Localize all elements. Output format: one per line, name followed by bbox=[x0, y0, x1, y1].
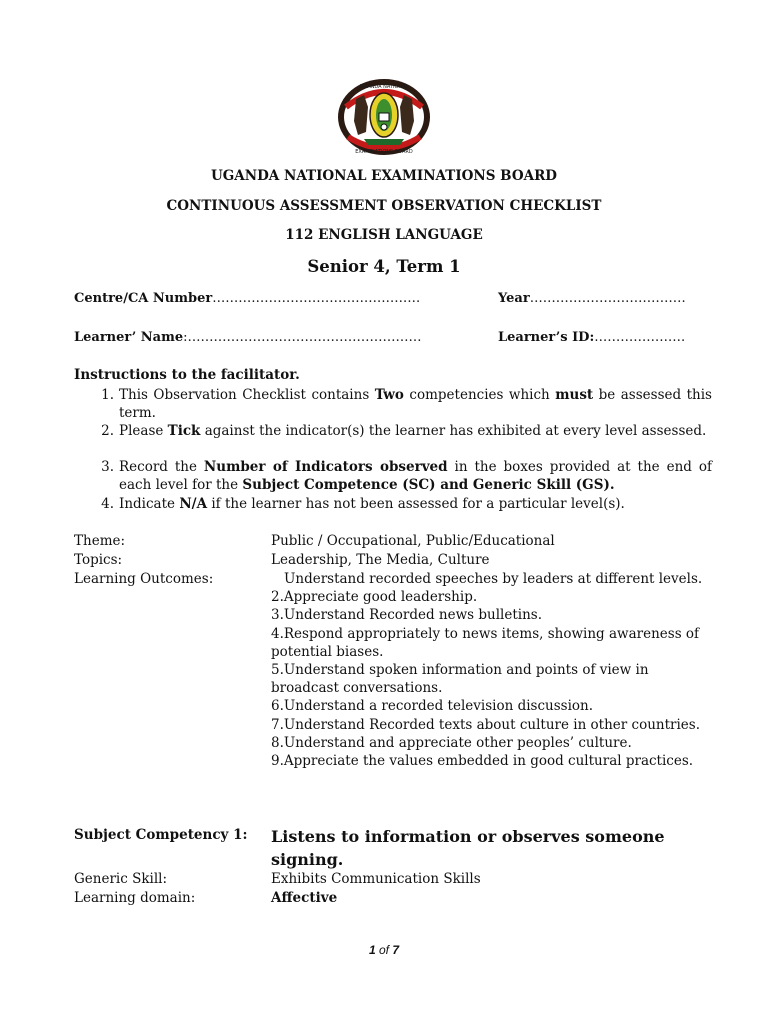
instruction-text: if the learner has not been assessed for a particular level(s). bbox=[207, 496, 625, 512]
learner-name-dots: :……………………………………………… bbox=[183, 330, 422, 345]
instruction-number: 2. bbox=[101, 423, 114, 439]
generic-skill-label: Generic Skill: bbox=[74, 871, 168, 887]
topics-value: Leadership, The Media, Culture bbox=[271, 552, 490, 568]
learner-name-label: Learner’ Name bbox=[74, 330, 184, 345]
learning-outcome: 7.Understand Recorded texts about culture in other countries. bbox=[271, 716, 701, 733]
instruction-number: 3. bbox=[101, 459, 114, 475]
instruction-item bbox=[96, 386, 712, 422]
subject-competency-value: Listens to information or observes someone signing. bbox=[271, 827, 665, 869]
learner-id-dots: ………………… bbox=[594, 330, 686, 345]
theme-value: Public / Occupational, Public/Educational bbox=[271, 533, 555, 549]
subject-competency-label: Subject Competency 1: bbox=[74, 827, 248, 843]
instruction-bold: Number of Indicators observed bbox=[203, 459, 448, 475]
instruction-bold: Subject Competence (SC) and Generic Skill (GS). bbox=[242, 477, 615, 493]
learning-outcome: 5.Understand spoken information and points of view in broadcast conversations. bbox=[271, 662, 649, 697]
learner-id-label: Learner’s ID: bbox=[498, 330, 595, 345]
instruction-bold: N/A bbox=[179, 496, 208, 512]
page-total: 7 bbox=[392, 943, 400, 957]
learning-outcomes-list bbox=[271, 570, 711, 770]
learner-name-field bbox=[74, 330, 422, 345]
theme-label: Theme: bbox=[74, 533, 126, 549]
topics-label: Topics: bbox=[74, 552, 123, 568]
subject-title: 112 ENGLISH LANGUAGE bbox=[285, 227, 483, 243]
learning-outcome: 4.Respond appropriately to news items, showing awareness of potential biases. bbox=[271, 625, 700, 660]
generic-skill-value: Exhibits Communication Skills bbox=[271, 871, 481, 887]
instruction-number: 4. bbox=[101, 496, 114, 512]
instruction-text: Record the bbox=[119, 459, 204, 475]
year-dots: ……………………………… bbox=[529, 291, 686, 306]
instructions-heading: Instructions to the facilitator. bbox=[74, 367, 300, 383]
board-title: UGANDA NATIONAL EXAMINATIONS BOARD bbox=[210, 168, 558, 184]
instruction-text: This Observation Checklist contains bbox=[119, 387, 375, 403]
learning-outcome: 9.Appreciate the values embedded in good cultural practices. bbox=[271, 753, 694, 770]
learning-outcome: 3.Understand Recorded news bulletins. bbox=[271, 607, 543, 624]
instruction-bold: must bbox=[555, 387, 594, 403]
instruction-text: competencies which bbox=[403, 387, 556, 403]
instruction-bold: Two bbox=[374, 387, 404, 403]
class-term-title: Senior 4, Term 1 bbox=[307, 257, 461, 276]
learning-outcome: 2.Appreciate good leadership. bbox=[271, 589, 478, 606]
instruction-text: in the boxes provided at the end of each level for the bbox=[119, 459, 712, 493]
logo-top-text: UGANDA NATIONAL bbox=[359, 84, 409, 90]
instruction-number: 1. bbox=[101, 387, 114, 403]
centre-number-dots: ………………………………………… bbox=[212, 291, 421, 306]
uneb-logo bbox=[334, 77, 434, 159]
page-number bbox=[0, 943, 768, 957]
instruction-item bbox=[96, 458, 712, 494]
learning-outcome: 6.Understand a recorded television discussion. bbox=[271, 698, 594, 715]
logo-bottom-text: EXAMINATIONS BOARD bbox=[355, 149, 413, 155]
learning-domain-value: Affective bbox=[271, 890, 338, 906]
instruction-text: be assessed this term. bbox=[119, 387, 712, 421]
instruction-item bbox=[96, 422, 712, 440]
learning-outcomes-label: Learning Outcomes: bbox=[74, 571, 214, 587]
learning-outcome: Understand recorded speeches by leaders at different levels. bbox=[284, 571, 703, 587]
instruction-text: Please bbox=[119, 423, 168, 439]
centre-number-label: Centre/CA Number bbox=[74, 291, 213, 306]
instruction-text: Indicate bbox=[119, 496, 180, 512]
learner-id-field bbox=[498, 330, 685, 345]
learning-domain-label: Learning domain: bbox=[74, 890, 196, 906]
instruction-text: against the indicator(s) the learner has exhibited at every level assessed. bbox=[200, 423, 707, 439]
page-current: 1 bbox=[368, 943, 376, 957]
year-field bbox=[498, 291, 686, 306]
centre-number-field bbox=[74, 291, 420, 306]
year-label: Year bbox=[498, 291, 530, 306]
instruction-item bbox=[96, 495, 712, 513]
learning-outcome: 8.Understand and appreciate other peoples’ culture. bbox=[271, 734, 632, 751]
checklist-title: CONTINUOUS ASSESSMENT OBSERVATION CHECKLIST bbox=[166, 198, 602, 214]
page-of: of bbox=[378, 943, 389, 957]
instruction-bold: Tick bbox=[167, 423, 201, 439]
